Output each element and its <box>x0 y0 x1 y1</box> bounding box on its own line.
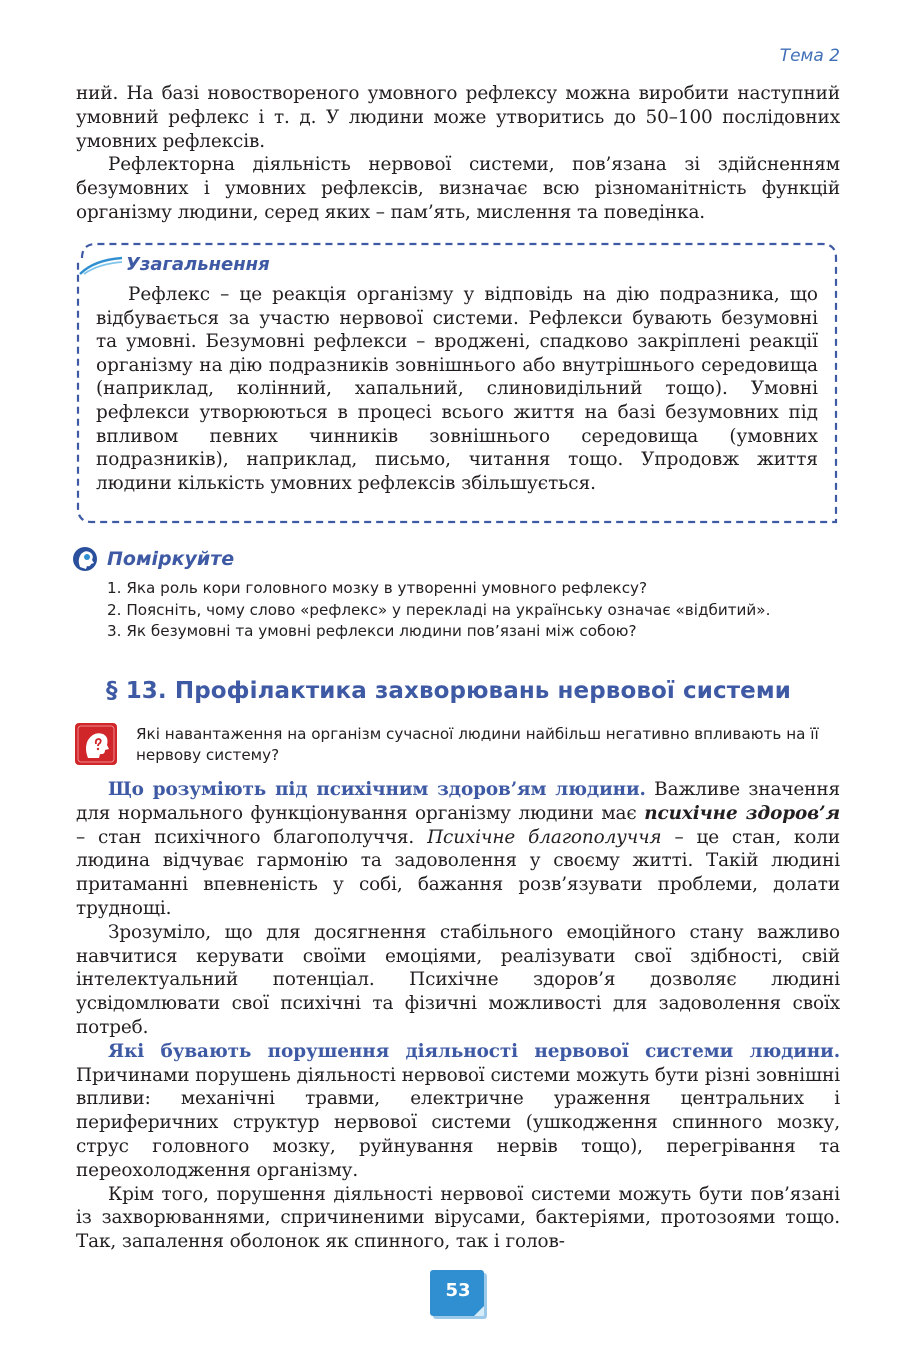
intro-question: Які навантаження на організм сучасної людини найбільш негативно впливають на її нервову систему? <box>136 725 819 764</box>
question-3: 3. Як безумовні та умовні рефлекси людини пов’язані між собою? <box>107 622 637 641</box>
intro-paragraph-2: Рефлекторна діяльність нервової системи, пов’язана зі здійсненням безумовних і умовних рефлексів, визначає всю різноманітність функцій організму людини, серед яких – пам’ять, мислення та поведінка. <box>76 154 840 223</box>
section-body <box>76 778 840 1254</box>
term-wellbeing: Психічне благополуччя <box>427 826 662 848</box>
topic-label: Тема 2 <box>779 46 840 66</box>
think-title: Поміркуйте <box>107 548 235 570</box>
question-head-icon <box>74 722 118 766</box>
thinking-head-icon <box>72 546 98 572</box>
question-list <box>107 578 770 643</box>
question-2: 2. Поясніть, чому слово «рефлекс» у перекладі на українську означає «відбитий». <box>107 600 771 619</box>
intro-paragraph-1: ний. На базі новоствореного умовного рефлексу можна виробити наступний умовний рефлекс і т. д. У людини може утворитись до 50–100 послідовних умовних рефлексів. <box>76 83 840 152</box>
think-header <box>72 544 234 574</box>
pen-swoosh-icon <box>78 254 124 276</box>
summary-box <box>74 240 838 524</box>
section-title: § 13. Профілактика захворювань нервової системи <box>106 678 791 704</box>
paragraph-emotions: Зрозуміло, що для досягнення стабільного емоційного стану важливо навчитися керувати своїми емоціями, реалізувати свої здібності, свій інтелектуальний потенціал. Психічне здоров’я дозволяє людині усвідомлювати свої психічні та фізичні можливості для задоволення своїх потреб. <box>76 921 840 1038</box>
term-mental-health: психічне здоров’я <box>644 802 840 824</box>
question-1: 1. Яка роль кори головного мозку в утворенні умовного рефлексу? <box>107 579 648 597</box>
paragraph-infections: Крім того, порушення діяльності нервової системи можуть бути пов’язані із захворюваннями, спричиненими вірусами, бактеріями, протозоями тощо. Так, запалення оболонок як спинного, так і голов- <box>76 1183 840 1253</box>
page-number: 53 <box>445 1280 471 1301</box>
summary-title: Узагальнення <box>126 254 270 275</box>
paragraph-mental-health: Що розуміють під психічним здоров’ям людини. Важливе значення для нормального функціонування організму людини має психічне здоров’я – стан психічного благополуччя. Психічне благополуччя – це стан, коли людина відчуває гармонію та задоволення у своєму житті. Такій людині притаманні впевненість у собі, бажання розв’язувати проблеми, долати труднощі. <box>76 779 840 919</box>
paragraph-disorders: Які бувають порушення діяльності нервової системи людини. Причинами порушень діяльності нервової системи можуть бути різні зовнішні впливи: механічні травми, електричне ураження центральних і периферичних структур нервової системи (ушкодження спинного мозку, струс головного мозку, руйнування нервів тощо), перегрівання та переохолодження організму. <box>76 1040 840 1181</box>
lead-disorders: Які бувають порушення діяльності нервової системи людини. <box>108 1040 840 1062</box>
summary-text: Рефлекс – це реакція організму у відповідь на дію подразника, що відбувається за участю нервової системи. Рефлекси бувають безумовні та умовні. Безумовні рефлекси – вроджені, спадково закріплені реакції організму на дію подразників зовнішнього або внутрішнього середовища (наприклад, колінний, хапальний, слиновидільний тощо). Умовні рефлекси утворюються в процесі всього життя на базі безумовних під впливом певних чинників зовнішнього середовища (умовних подразників), наприклад, письмо, читання тощо. Упродовж життя людини кількість умовних рефлексів збільшується. <box>96 284 818 494</box>
intro-text <box>76 82 840 225</box>
lead-mental-health: Що розуміють під психічним здоров’ям людини. <box>108 779 646 800</box>
